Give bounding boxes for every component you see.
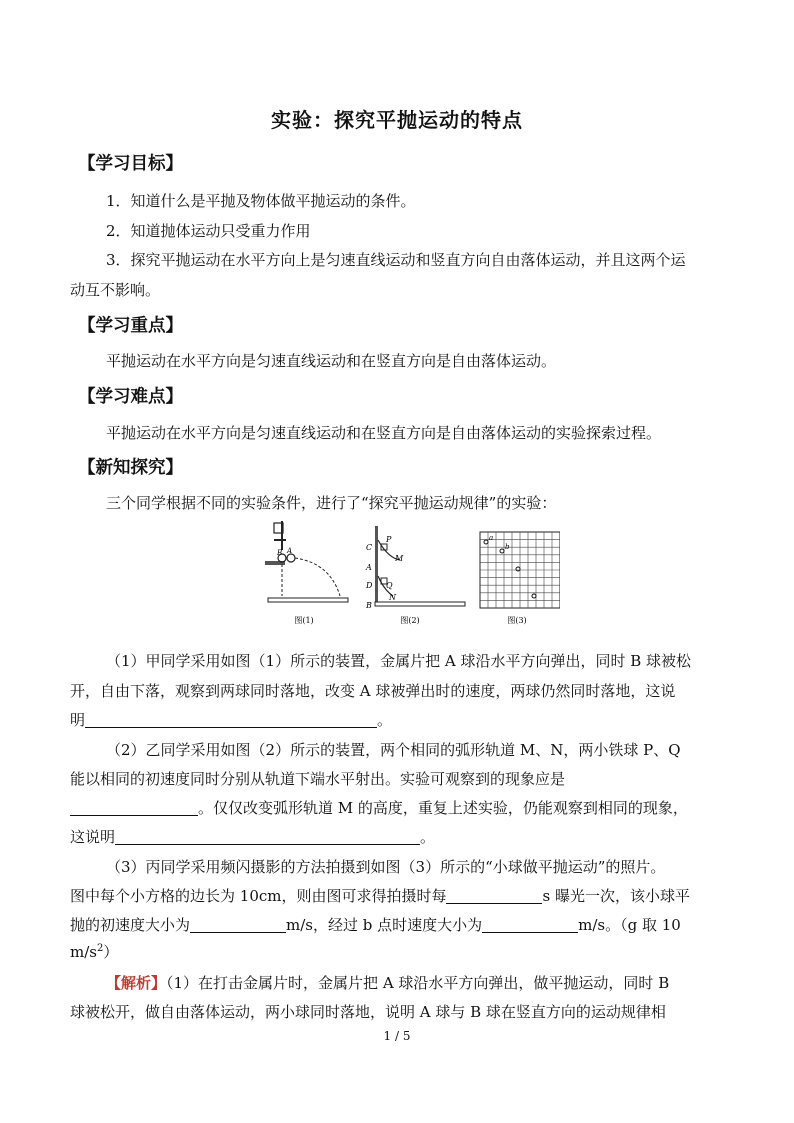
heading-objectives: 【学习目标】 [78, 154, 183, 174]
analysis-label: 【解析】 [106, 974, 167, 992]
heading-exploration: 【新知探究】 [78, 458, 183, 478]
q3-initial-speed-blank[interactable] [190, 916, 286, 933]
fig3-label-b: b [505, 543, 510, 551]
q2-line-2: 能以相同的初速度同时分别从轨道下端水平射出。实验可观察到的现象应是 [70, 770, 566, 788]
q2-line-1: （2）乙同学采用如图（2）所示的装置，两个相同的弧形轨道 M、N，两小铁球 P、Q [106, 741, 681, 759]
q3-interval-blank[interactable] [446, 887, 542, 904]
fig2-label-n: N [389, 593, 396, 602]
heading-difficulties: 【学习难点】 [78, 387, 183, 407]
experiment-figures [260, 518, 560, 630]
q3-speed-at-b-blank[interactable] [482, 916, 578, 933]
objective-item-3-line-2: 动互不影响。 [70, 281, 161, 299]
fig2-label-a: A [366, 563, 372, 572]
q1-answer-blank[interactable] [85, 711, 377, 728]
figure-3-grid [480, 532, 560, 625]
q3-line-1: （3）丙同学采用频闪摄影的方法拍摄到如图（3）所示的“小球做平抛运动”的照片。 [106, 858, 666, 876]
fig1-label-a: A [287, 547, 293, 555]
fig3-label-a: a [489, 534, 494, 542]
q3-line-4: $m/s^2$） [70, 943, 119, 961]
fig1-label-b: B [277, 549, 283, 557]
figure-2-apparatus [365, 526, 465, 625]
objective-item-1: 1．知道什么是平抛及物体做平抛运动的条件。 [106, 192, 416, 210]
fig2-label-c: C [366, 543, 373, 552]
fig2-label-m: M [395, 554, 404, 563]
q1-line-3: 明 。 [70, 711, 393, 729]
q2-phenomenon-blank[interactable] [70, 799, 198, 816]
objective-item-3-line-1: 3．探究平抛运动在水平方向上是匀速直线运动和竖直方向自由落体运动，并且这两个运 [106, 251, 686, 269]
fig2-label-b: B [366, 601, 372, 610]
figure-2-caption: 图(2) [400, 616, 420, 625]
figure-3-caption: 图(3) [507, 616, 527, 625]
page-number: 1 / 5 [383, 1029, 411, 1043]
figure-1-caption: 图(1) [294, 616, 314, 625]
figure-1-apparatus [265, 521, 348, 625]
q3-line-2: 图中每个小方格的边长为 10cm，则由图可求得拍摄时每 s 曝光一次，该小球平 [70, 887, 690, 905]
fig2-label-p: P [386, 535, 392, 544]
q3-line-3: 抛的初速度大小为 m/s，经过 b 点时速度大小为 m/s。（g 取 10 [70, 916, 681, 934]
q1-line-2: 开，自由下落，观察到两球同时落地，改变 A 球被弹出时的速度，两球仍然同时落地，这说 [70, 682, 676, 700]
difficulties-text: 平抛运动在水平方向是匀速直线运动和在竖直方向是自由落体运动的实验探索过程。 [106, 424, 662, 442]
key-points-text: 平抛运动在水平方向是匀速直线运动和在竖直方向是自由落体运动。 [106, 352, 557, 370]
fig2-label-d: D [366, 581, 373, 590]
analysis-line-1: 【解析】（1）在打击金属片时，金属片把 A 球沿水平方向弹出，做平抛运动，同时 B [106, 974, 670, 992]
heading-key-points: 【学习重点】 [78, 316, 183, 336]
q2-line-4: 这说明 。 [70, 828, 436, 846]
q1-line-1: （1）甲同学采用如图（1）所示的装置，金属片把 A 球沿水平方向弹出，同时 B 球被松 [106, 652, 692, 670]
q2-explanation-blank[interactable] [115, 828, 420, 845]
intro-text: 三个同学根据不同的实验条件，进行了“探究平抛运动规律”的实验： [106, 494, 557, 512]
page-title: 实验：探究平抛运动的特点 [271, 108, 523, 132]
q2-line-3: 。仅仅改变弧形轨道 M 的高度，重复上述实验，仍能观察到相同的现象， [70, 797, 688, 818]
fig2-label-q: Q [386, 581, 393, 590]
analysis-line-2: 球被松开，做自由落体运动，两小球同时落地，说明 A 球与 B 球在竖直方向的运动规律相 [70, 1003, 666, 1021]
objective-item-2: 2．知道抛体运动只受重力作用 [106, 222, 311, 240]
